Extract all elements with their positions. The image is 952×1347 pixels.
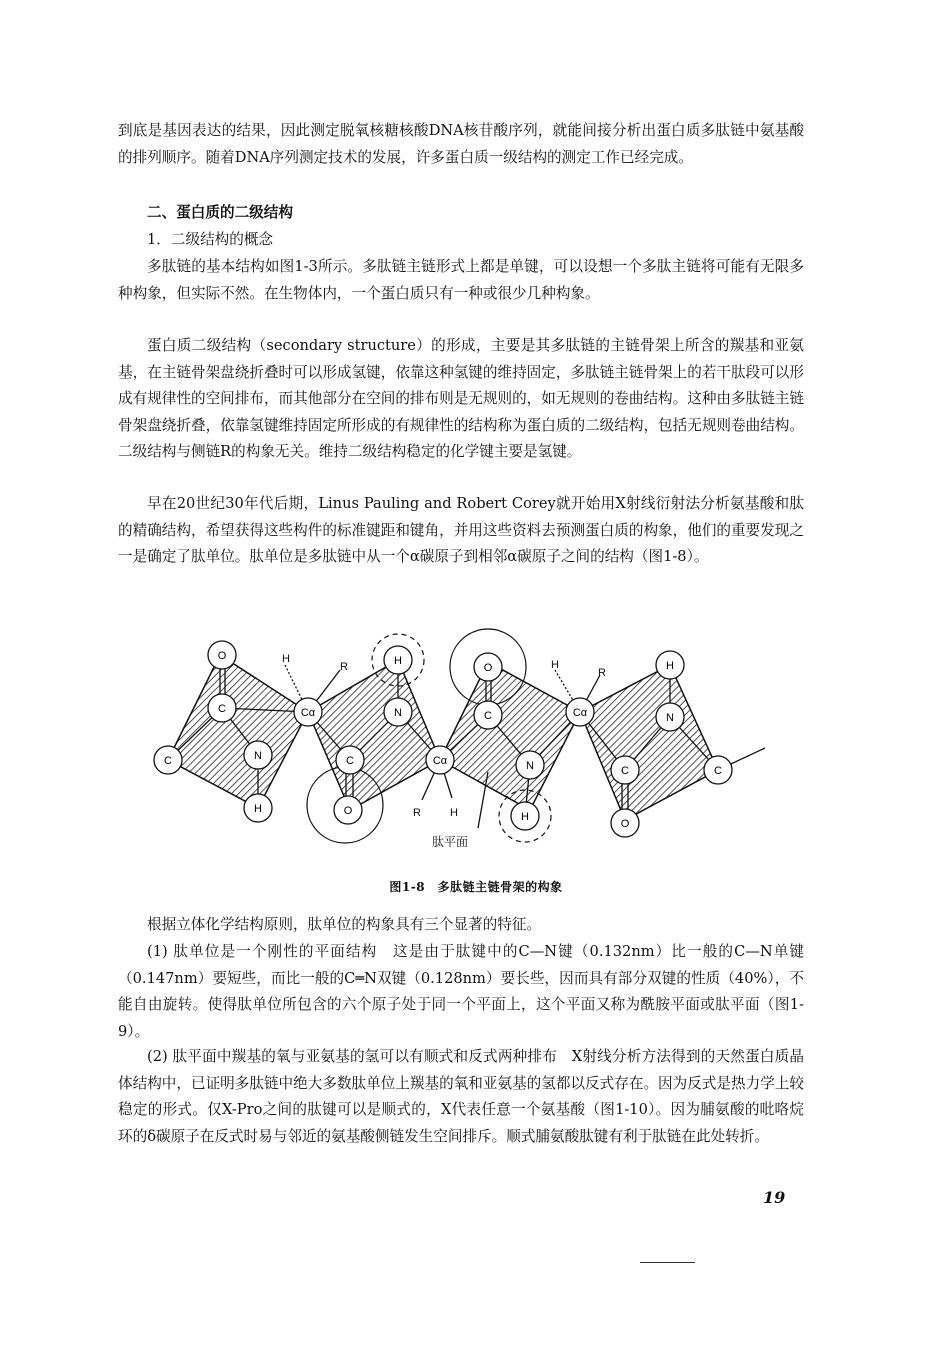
svg-text:O: O xyxy=(483,662,493,674)
peptide-plane-1 xyxy=(168,655,308,808)
svg-text:C: C xyxy=(484,710,492,722)
svg-text:R: R xyxy=(413,807,421,819)
peptide-plane-label: 肽平面 xyxy=(432,835,469,849)
svg-text:C: C xyxy=(621,765,629,777)
svg-text:C: C xyxy=(346,755,354,767)
svg-text:Cα: Cα xyxy=(300,707,316,719)
svg-text:H: H xyxy=(394,655,402,667)
paragraph-feature-1: (1) 肽单位是一个刚性的平面结构 这是由于肽键中的C—N键（0.132nm）比一般的C—N单键（0.147nm）要短些，而比一般的C═N双键（0.128nm）要长些，因而具有部分双键的性质（40%），不能自由旋转。使得肽单位所包含的六个原子处于同一个平面上，这个平面又称为酰胺平面或肽平面（图1-9）。 xyxy=(118,943,804,1040)
svg-text:N: N xyxy=(394,707,402,719)
svg-text:N: N xyxy=(526,760,534,772)
svg-text:H: H xyxy=(551,659,559,671)
svg-text:O: O xyxy=(217,650,227,662)
paragraph-pauling: 早在20世纪30年代后期，Linus Pauling and Robert Corey就开始用X射线衍射法分析氨基酸和肽的精确结构，希望获得这些构件的标准键距和键角，并用这些资料去预测蛋白质的构象，他们的重要发现之一是确定了肽单位。肽单位是多肽链中从一个α碳原子到相邻α碳原子之间的结构（图1-8）。 xyxy=(118,495,804,565)
page-number: 19 xyxy=(763,1188,786,1207)
paragraph-secondary-structure: 蛋白质二级结构（secondary structure）的形成，主要是其多肽链的主链骨架上所含的羰基和亚氨基，在主链骨架盘绕折叠时可以形成氢键，依靠这种氢键的维持固定，多肽链主链骨架上的若干肽段可以形成有规律性的空间排布，而其他部分在空间的排布则是无规则的，如无规则的卷曲结构。这种由多肽链主链骨架盘绕折叠，依靠氢键维持固定所形成的有规律性的结构称为蛋白质的二级结构，包括无规则卷曲结构。二级结构与侧链R的构象无关。维持二级结构稳定的化学键主要是氢键。 xyxy=(118,337,804,460)
svg-text:R: R xyxy=(340,661,348,673)
paragraph-features: 根据立体化学结构原则，肽单位的构象具有三个显著的特征。 xyxy=(147,916,542,933)
svg-text:H: H xyxy=(282,653,290,665)
svg-text:H: H xyxy=(254,803,262,815)
paragraph-polypeptide: 多肽链的基本结构如图1-3所示。多肽链主链形式上都是单键，可以设想一个多肽主链将可能有无限多种构象，但实际不然。在生物体内，一个蛋白质只有一种或很少几种构象。 xyxy=(118,258,804,302)
svg-text:O: O xyxy=(620,818,630,830)
section-heading: 二、蛋白质的二级结构 xyxy=(147,204,293,221)
svg-text:H: H xyxy=(450,807,458,819)
svg-text:R: R xyxy=(598,667,606,679)
footer-rule xyxy=(640,1262,695,1263)
figure-caption: 图1-8 多肽链主链骨架的构象 xyxy=(389,880,563,894)
peptide-plane-3 xyxy=(440,662,580,810)
svg-text:N: N xyxy=(254,750,262,762)
svg-text:Cα: Cα xyxy=(572,707,588,719)
svg-text:H: H xyxy=(521,811,529,823)
paragraph-feature-2: (2) 肽平面中羰基的氧与亚氨基的氢可以有顺式和反式两种排布 X射线分析方法得到的天然蛋白质晶体结构中，已证明多肽链中绝大多数肽单位上羰基的氧和亚氨基的氢都以反式存在。因为反式是热力学上较稳定的形式。仅X-Pro之间的肽键可以是顺式的，X代表任意一个氨基酸（图1-10）。因为脯氨酸的吡咯烷环的δ碳原子在反式时易与邻近的氨基酸侧链发生空间排斥。顺式脯氨酸肽键有利于肽链在此处转折。 xyxy=(118,1048,804,1145)
figure-peptide-backbone xyxy=(150,620,770,865)
svg-text:N: N xyxy=(666,712,674,724)
svg-text:O: O xyxy=(343,805,353,817)
svg-text:C: C xyxy=(714,765,722,777)
peptide-backbone-diagram xyxy=(150,620,770,865)
svg-text:H: H xyxy=(666,660,674,672)
svg-text:Cα: Cα xyxy=(432,755,448,767)
svg-text:C: C xyxy=(218,703,226,715)
svg-text:C: C xyxy=(164,755,172,767)
subsection-heading: 1．二级结构的概念 xyxy=(147,231,274,248)
paragraph-continued: 到底是基因表达的结果，因此测定脱氧核糖核酸DNA核苷酸序列，就能间接分析出蛋白质多肽链中氨基酸的排列顺序。随着DNA序列测定技术的发展，许多蛋白质一级结构的测定工作已经完成。 xyxy=(118,122,804,166)
